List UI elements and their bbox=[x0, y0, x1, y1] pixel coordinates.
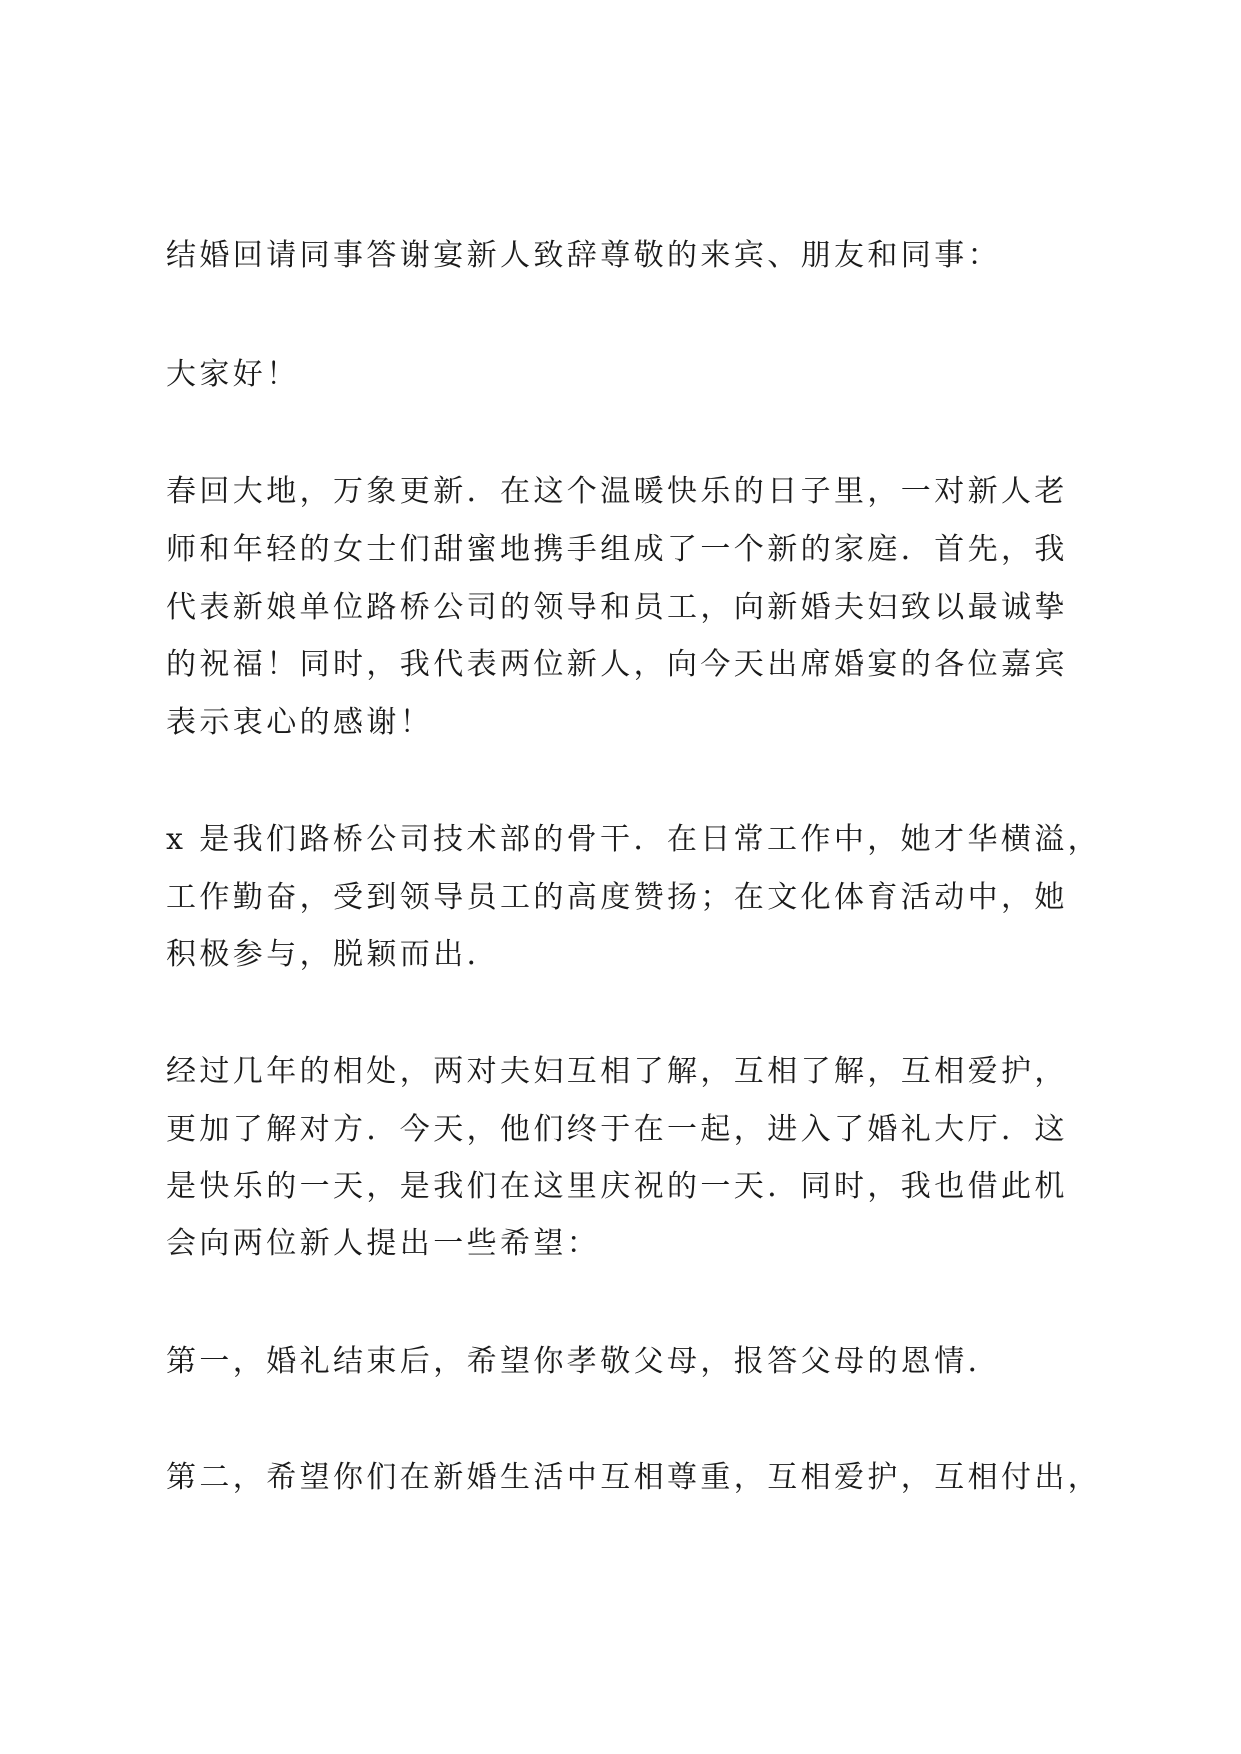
paragraph-2-line-3: 积极参与，脱颖而出． bbox=[166, 937, 500, 972]
paragraph-4: 第一，婚礼结束后，希望你孝敬父母，报答父母的恩情． bbox=[166, 1344, 1001, 1379]
greeting-line: 大家好！ bbox=[166, 357, 300, 392]
paragraph-1-line-2: 师和年轻的女士们甜蜜地携手组成了一个新的家庭．首先，我 bbox=[166, 532, 1068, 567]
paragraph-1-line-1: 春回大地，万象更新．在这个温暖快乐的日子里，一对新人老 bbox=[166, 474, 1068, 509]
paragraph-2-line-2: 工作勤奋，受到领导员工的高度赞扬；在文化体育活动中，她 bbox=[166, 880, 1068, 915]
paragraph-3-line-1: 经过几年的相处，两对夫妇互相了解，互相了解，互相爱护， bbox=[166, 1054, 1068, 1089]
paragraph-5: 第二，希望你们在新婚生活中互相尊重，互相爱护，互相付出， bbox=[166, 1460, 1102, 1495]
paragraph-2-line-1: x 是我们路桥公司技术部的骨干．在日常工作中，她才华横溢， bbox=[166, 822, 1102, 857]
paragraph-3-line-4: 会向两位新人提出一些希望： bbox=[166, 1226, 601, 1261]
paragraph-1-line-5: 表示衷心的感谢！ bbox=[166, 705, 434, 740]
paragraph-1-line-4: 的祝福！同时，我代表两位新人，向今天出席婚宴的各位嘉宾 bbox=[166, 647, 1068, 682]
paragraph-3-line-3: 是快乐的一天，是我们在这里庆祝的一天．同时，我也借此机 bbox=[166, 1169, 1068, 1204]
paragraph-1-line-3: 代表新娘单位路桥公司的领导和员工，向新婚夫妇致以最诚挚 bbox=[166, 590, 1068, 625]
document-heading: 结婚回请同事答谢宴新人致辞尊敬的来宾、朋友和同事： bbox=[166, 238, 1001, 273]
paragraph-3-line-2: 更加了解对方．今天，他们终于在一起，进入了婚礼大厅．这 bbox=[166, 1112, 1068, 1147]
